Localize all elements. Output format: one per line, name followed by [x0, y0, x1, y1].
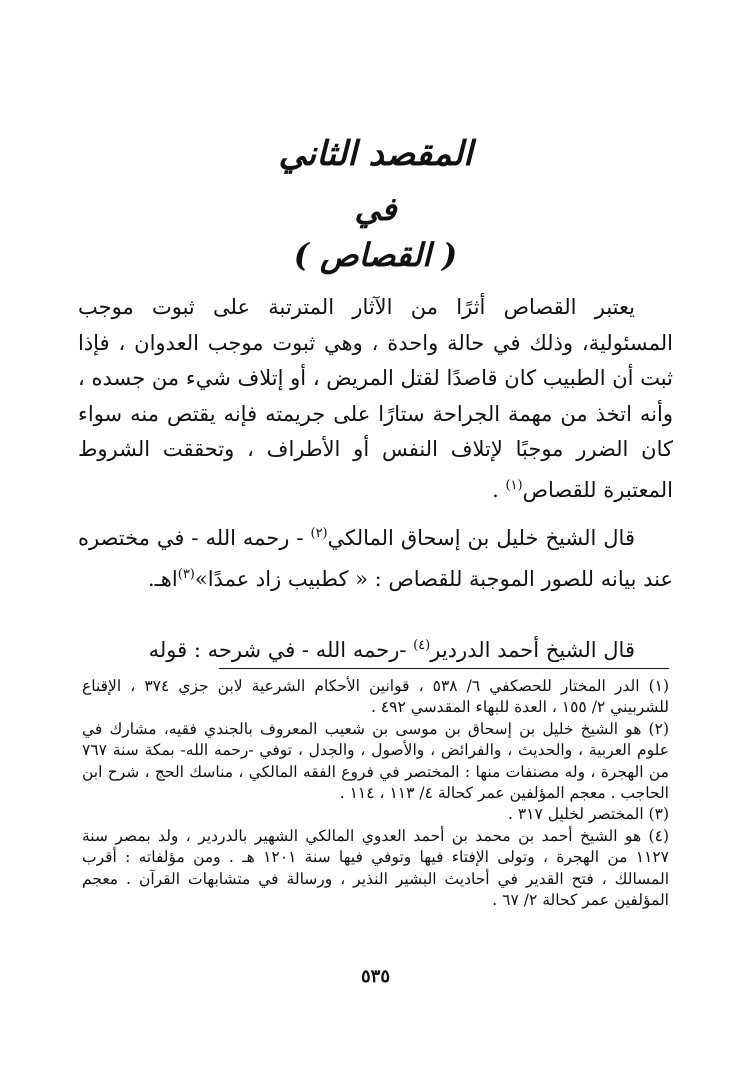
footnotes-section [82, 676, 669, 911]
paragraph-text: - رحمه الله - في مختصره عند بيانه للصور الموجبة للقصاص : « كطبيب زاد عمدًا» [78, 526, 673, 591]
paragraph-text: قال الشيخ خليل بن إسحاق المالكي [327, 526, 635, 550]
paragraph-text: يعتبر القصاص أثرًا من الآثار المترتبة على ثبوت موجب المسئولية، وذلك في حالة واحدة ، وهي ثبوت موجب العدوان ، فإذا ثبت أن الطبيب كان قاصدًا لقتل المريض ، أو إتلاف شيء من جسده ، وأنه اتخذ من مهمة الجراحة ستارًا على جريمته فإنه يقتص منه سواء كان الضرر موجبًا لإتلاف النفس أو الأطراف ، وتحققت الشروط المعتبرة للقصاص [78, 295, 673, 502]
footnote-1: (١) الدر المختار للحصكفي ٦/ ٥٣٨ ، قوانين الأحكام الشرعية لابن جزي ٣٧٤ ، الإقناع للشربيني ٢/ ١٥٥ ، العدة للبهاء المقدسي ٤٩٢ . [82, 677, 670, 717]
paragraph-end: . [492, 477, 506, 502]
section-title-connector: في [354, 190, 397, 228]
paragraph-dardir-quote [78, 630, 673, 666]
footnote-3: (٣) المختصر لخليل ٣١٧ . [507, 805, 669, 824]
footnote-ref-2: (٢) [310, 526, 328, 541]
footnote-ref-4: (٤) [413, 638, 431, 653]
footnote-divider [219, 668, 669, 669]
footnote-ref-3: (٣) [177, 566, 195, 582]
page-number: ٥٣٥ [360, 966, 390, 987]
section-title: المقصد الثاني [278, 134, 473, 174]
footnote-2: (٢) هو الشيخ خليل بن إسحاق بن موسى بن شعيب المعروف بالجندي فقيه، مشارك في علوم العربية ، والحديث ، والفرائض ، والأصول ، والجدل ، توفي -رحمه الله- بمكة سنة ٧٦٧ من الهجرة ، وله مصنفات منها : المختصر في فروع الفقه المالكي ، مناسك الحج ، شرح ابن الحاجب . معجم المؤلفين عمر كحالة ٤/ ١١٣ ، ١١٤ . [82, 719, 669, 803]
paragraph-end: اهـ. [147, 566, 178, 591]
paragraph-text: قال الشيخ أحمد الدردير [430, 638, 635, 662]
paragraph-qisas-intro [78, 290, 673, 508]
footnote-4: (٤) هو الشيخ أحمد بن محمد بن أحمد العدوي المالكي الشهير بالدردير ، ولد بمصر سنة ١١٢٧ من الهجرة ، وتولى الإفتاء فيها وتوفي فيها سنة ١٢٠١ هـ . ومن مؤلفاته : أقرب المسالك ، فتح القدير في أحاديث البشير النذير ، ورسالة في متشابهات القرآن . معجم المؤلفين عمر كحالة ٢/ ٦٧ . [82, 826, 670, 910]
section-subject: ( القصاص ) [293, 236, 458, 274]
paragraph-text: -رحمه الله - في شرحه : قوله [148, 638, 414, 662]
paragraph-khalil-quote [78, 516, 673, 597]
footnote-ref-1: (١) [505, 477, 523, 493]
